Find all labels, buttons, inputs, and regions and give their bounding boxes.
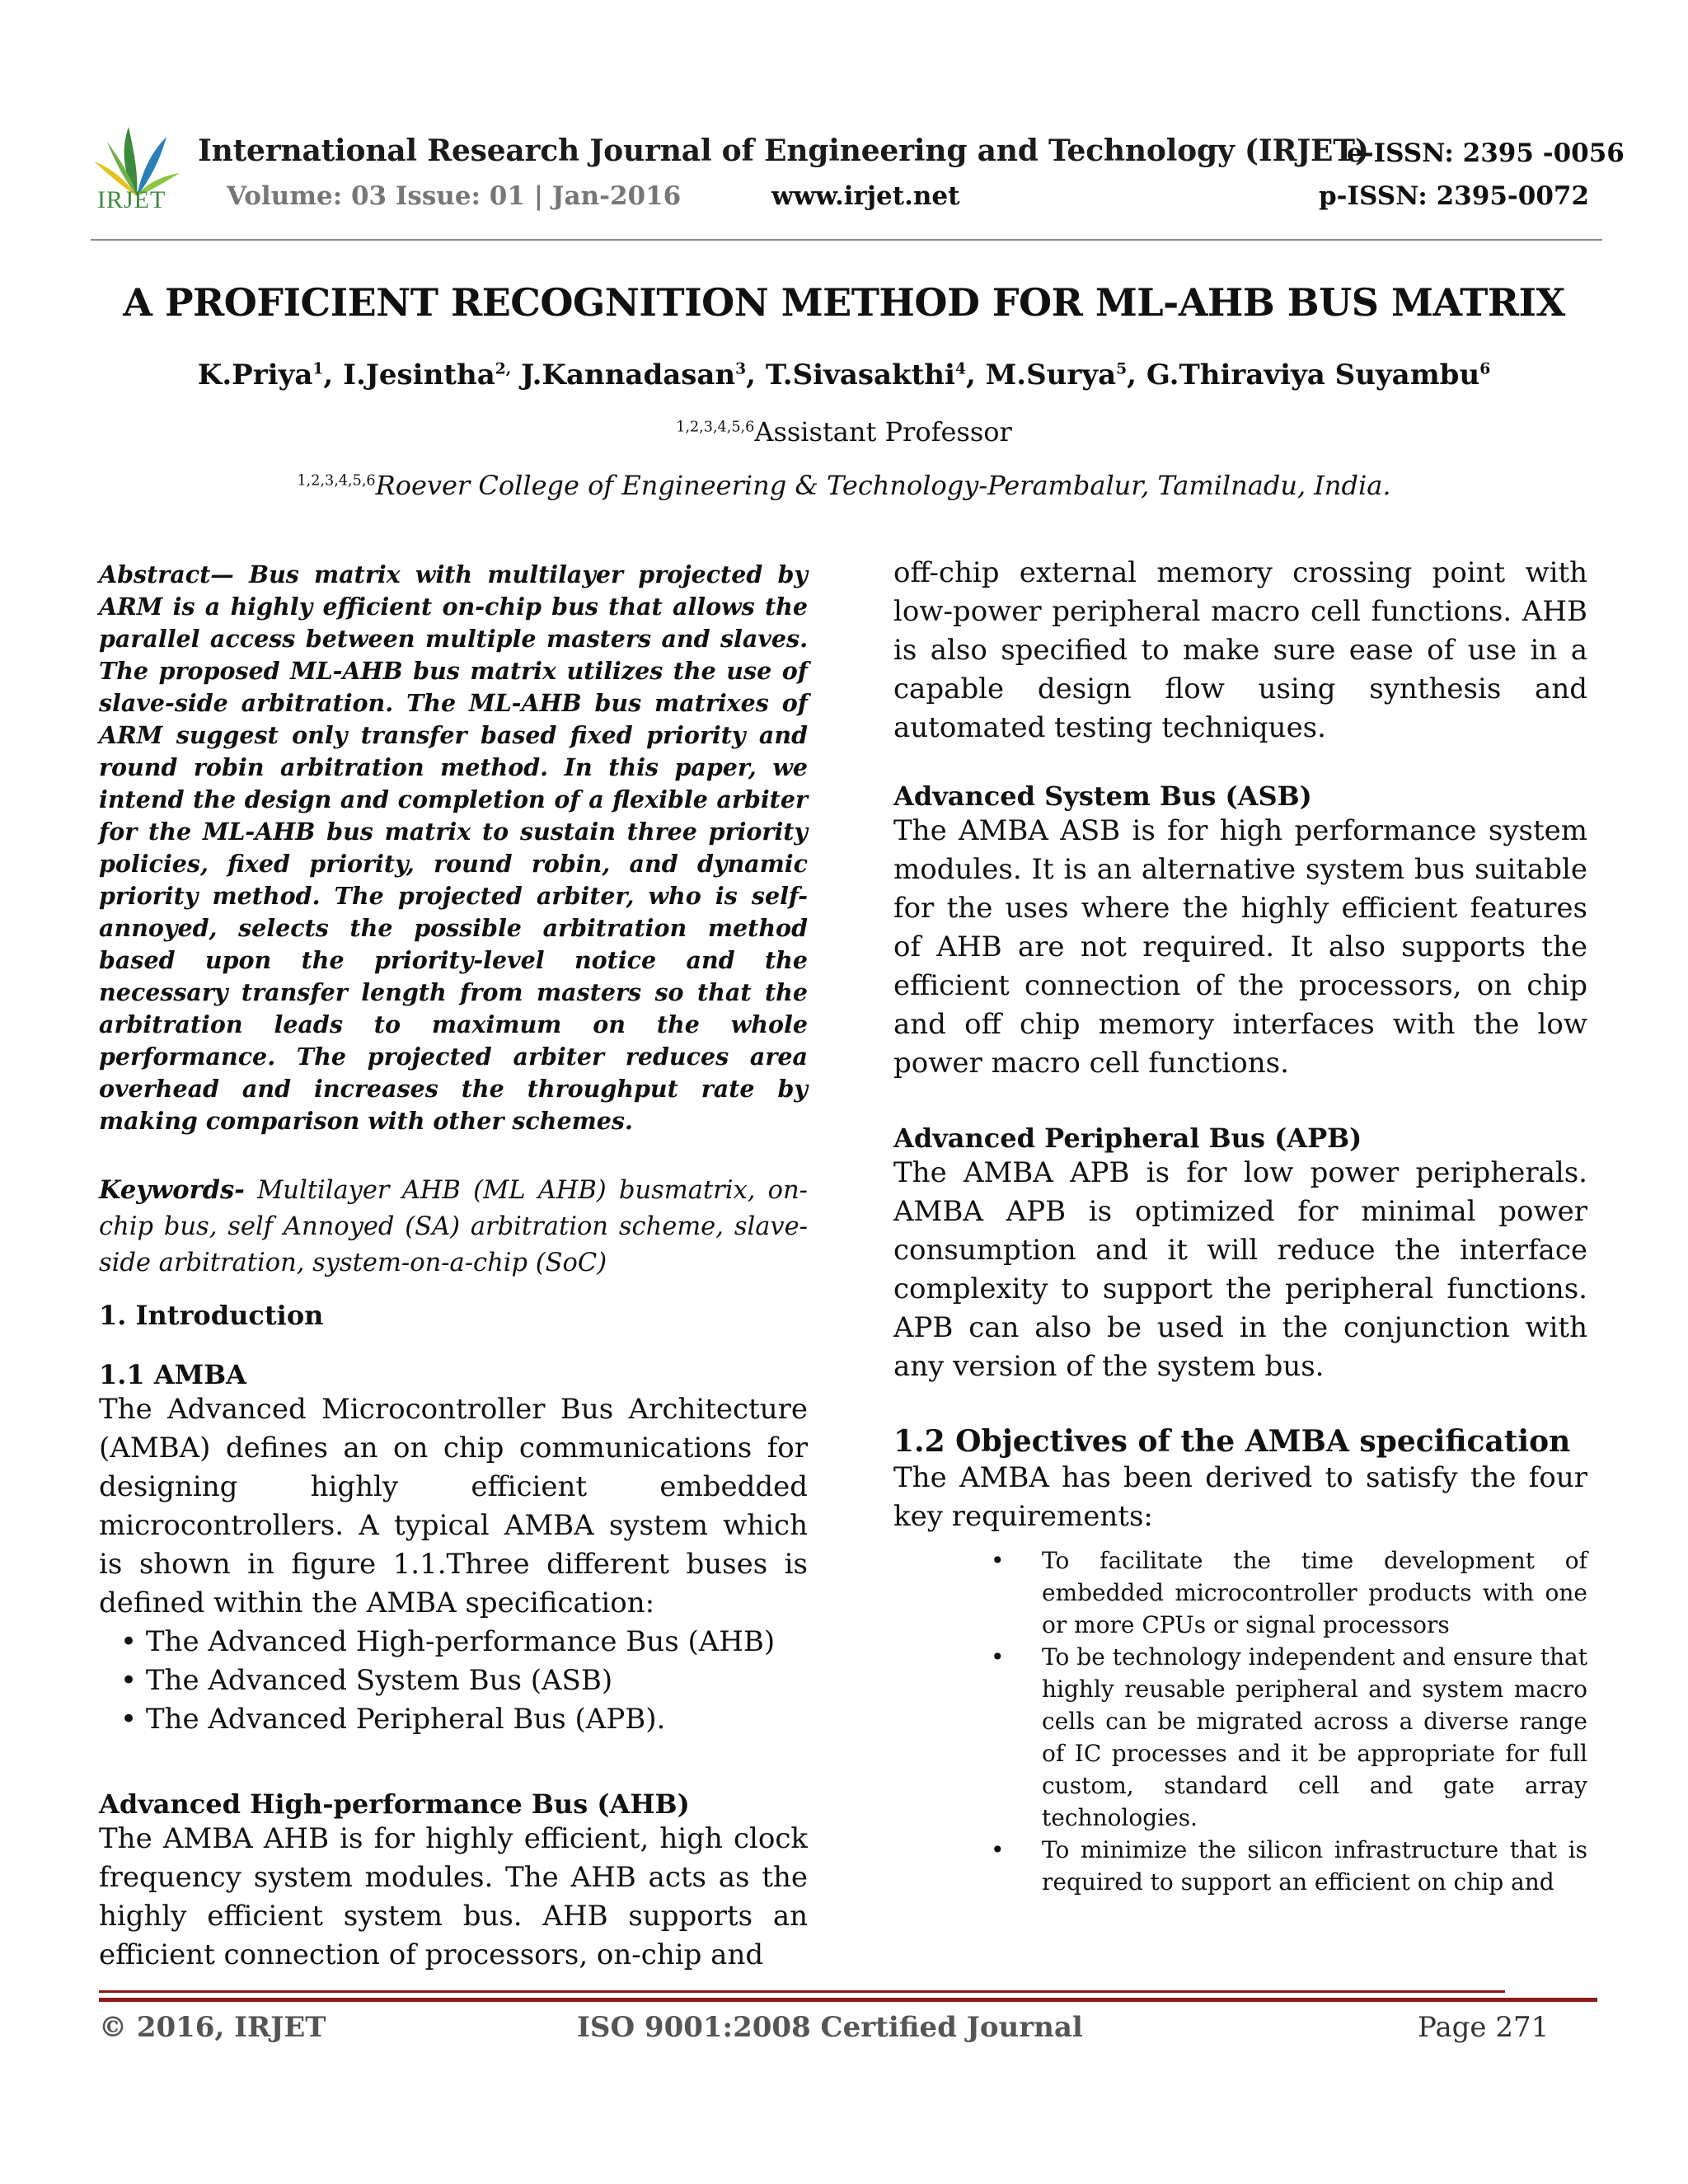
list-item: • To minimize the silicon infrastructure that is required to support an efficient on chip and: [893, 1834, 1587, 1898]
section-heading-amba: 1.1 AMBA: [99, 1359, 246, 1390]
requirements-list: [893, 1544, 1587, 1898]
asb-paragraph: The AMBA ASB is for high performance system modules. It is an alternative system bus suitable for the uses where the highly efficient features of AHB are not required. It also supports the efficient connection of the processors, on chip and off chip memory interfaces with the low power macro cell functions.: [893, 814, 1587, 1080]
keywords: [99, 1172, 808, 1282]
header-divider: [91, 239, 1602, 241]
volume-issue: Volume: 03 Issue: 01 | Jan-2016: [227, 181, 682, 211]
right-column: [893, 554, 1587, 1898]
left-column: [99, 554, 808, 1975]
footer-divider-thin: [99, 1990, 1505, 1993]
section-heading-asb: Advanced System Bus (ASB): [893, 780, 1312, 812]
keywords-label: Keywords-: [99, 1175, 245, 1205]
list-item: • To be technology independent and ensure that highly reusable peripheral and system macro cells can be migrated across a diverse range of IC processes and it be appropriate for full custom, standard cell and gate array technologies.: [893, 1641, 1587, 1834]
footer-certification: ISO 9001:2008 Certified Journal: [577, 2011, 1083, 2044]
author: T.Sivasakthi$^4$,: [765, 359, 986, 391]
keywords-text: Multilayer AHB (ML AHB) busmatrix, on-chip bus, self Annoyed (SA) arbitration scheme, slave-side arbitration, system-on-a-chip (SoC): [99, 1176, 808, 1277]
ahb-paragraph: The AMBA AHB is for highly efficient, high clock frequency system modules. The AHB acts as the highly efficient system bus. AHB supports an efficient connection of processors, on-chip and: [99, 1822, 808, 1971]
author: M.Surya$^5$,: [985, 359, 1146, 391]
author: K.Priya$^1$,: [197, 359, 344, 391]
apb-paragraph: The AMBA APB is for low power peripherals. AMBA APB is optimized for minimal power consumption and it will reduce the interface complexity to support the peripheral functions. APB can also be used in the conjunction with any version of the system bus.: [893, 1156, 1587, 1383]
author-designation: $^{1,2,3,4,5,6}$Assistant Professor: [676, 416, 1012, 448]
list-item: • The Advanced System Bus (ASB): [120, 1661, 808, 1700]
page-number: Page 271: [1418, 2011, 1550, 2044]
amba-paragraph: The Advanced Microcontroller Bus Architecture (AMBA) defines an on chip communications for designing highly efficient embedded microcontrollers. A typical AMBA system which is shown in figure 1.1.Three different buses is defined within the AMBA specification:: [99, 1393, 808, 1619]
author-list: [0, 359, 1688, 391]
section-heading-objectives: 1.2 Objectives of the AMBA specification: [893, 1424, 1571, 1459]
eissn: e-ISSN: 2395 -0056: [1347, 138, 1625, 168]
author-affiliation: $^{1,2,3,4,5,6}$Roever College of Engineering & Technology-Perambalur, Tamilnadu, India.: [297, 470, 1391, 501]
bus-list: [99, 1623, 808, 1739]
list-item: • The Advanced High-performance Bus (AHB): [120, 1623, 808, 1661]
list-item: • To facilitate the time development of embedded microcontroller products with one or more CPUs or signal processors: [893, 1544, 1587, 1641]
section-heading-introduction: 1. Introduction: [99, 1300, 324, 1331]
bullet-icon: •: [991, 1643, 1005, 1671]
footer-divider-thick: [99, 1998, 1597, 2002]
paper-title: A PROFICIENT RECOGNITION METHOD FOR ML-AHB BUS MATRIX: [123, 280, 1565, 325]
abstract: Abstract— Bus matrix with multilayer projected by ARM is a highly efficient on-chip bus that allows the parallel access between multiple masters and slaves. The proposed ML-AHB bus matrix utilizes the use of slave-side arbitration. The ML-AHB bus matrixes of ARM suggest only transfer based fixed priority and round robin arbitration method. In this paper, we intend the design and completion of a flexible arbiter for the ML-AHB bus matrix to sustain three priority policies, fixed priority, round robin, and dynamic priority method. The projected arbiter, who is self-annoyed, selects the possible arbitration method based upon the priority-level notice and the necessary transfer length from masters so that the arbitration leads to maximum on the whole performance. The projected arbiter reduces area overhead and increases the throughput rate by making comparison with other schemes.: [99, 560, 808, 1135]
logo-wordmark: IRJET: [97, 186, 166, 213]
website-link[interactable]: www.irjet.net: [771, 181, 960, 211]
section-heading-apb: Advanced Peripheral Bus (APB): [893, 1122, 1362, 1154]
bullet-icon: •: [991, 1836, 1005, 1863]
journal-name: International Research Journal of Engineering and Technology (IRJET): [198, 134, 1369, 168]
footer-copyright: © 2016, IRJET: [99, 2011, 326, 2044]
continued-paragraph: off-chip external memory crossing point with low-power peripheral macro cell functions. AHB is also specified to make sure ease of use in a capable design flow using synthesis and automated testing techniques.: [893, 556, 1587, 744]
bullet-icon: •: [991, 1547, 1005, 1574]
pissn: p-ISSN: 2395-0072: [1319, 181, 1590, 211]
author: J.Kannadasan$^3$,: [521, 359, 766, 391]
author: G.Thiraviya Suyambu$^6$: [1146, 359, 1491, 391]
list-item: • The Advanced Peripheral Bus (APB).: [120, 1700, 808, 1739]
objectives-paragraph: The AMBA has been derived to satisfy the four key requirements:: [893, 1461, 1587, 1533]
section-heading-ahb: Advanced High-performance Bus (AHB): [99, 1788, 690, 1820]
author: I.Jesintha$^{2,}$: [343, 359, 512, 391]
